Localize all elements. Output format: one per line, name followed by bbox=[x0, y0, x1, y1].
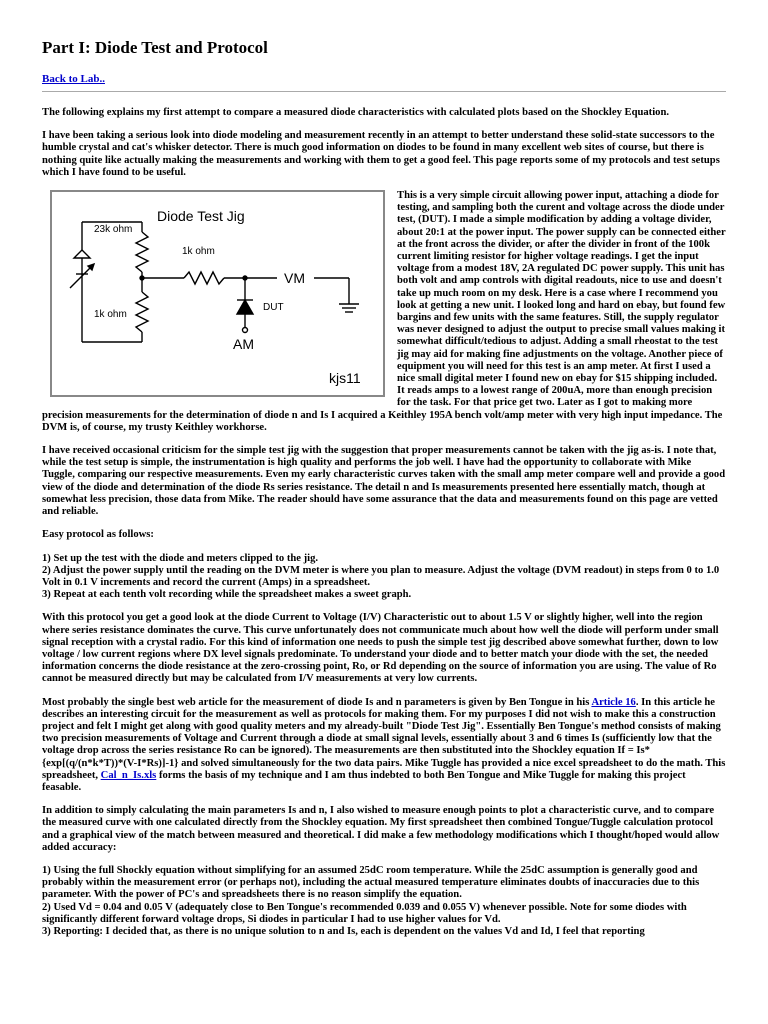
paragraph-ben-tongue: Most probably the single best web article for the measurement of diode Is and n parameters is given by Ben Tongue in his Article 16. In this article he describes an interesting circuit for the measurement as well as protocols for making them. For my purposes I did not wish to make this a construction project and felt I might get along with good quality meters and my already-built "Diode Test Jig". Essentially Ben Tongue's method consists of making two precision measurements of Voltage and Current through a diode at small signal levels, essentially about 3 and 6 times Is (sufficiently low that the voltage drop across the series resistance Ro can be ignored). The measurements are then substituted into the Shockley equation If = Is*{exp[(q/(n*k*T))*(V-I*Rs)]-1} and solved simultaneously for the two data pairs. Mike Tuggle has provided a nice excel spreadsheet to do the math. This spreadsheet, Cal_n_Is.xls forms the basis of my technique and I am thus indebted to both Ben Tongue and Mike Tuggle for making this project feasable. bbox=[42, 696, 726, 793]
vm-label: VM bbox=[284, 270, 305, 287]
figure-title: Diode Test Jig bbox=[157, 208, 245, 225]
back-to-lab-link[interactable]: Back to Lab.. bbox=[42, 73, 105, 85]
methodology-list bbox=[42, 865, 726, 938]
methodology-item: 1) Using the full Shockly equation without simplifying for an assumed 25dC room temperature. While the 25dC assumption is generally good and probably within the measurement error (or perhaps not), including the actual measured temperature eliminates doubts of inaccuracies due to this parameter. With the power of PC's and spreadsheets there is no reason simplify the equation. bbox=[42, 864, 700, 901]
signature: kjs11 bbox=[329, 370, 361, 387]
paragraph-background: I have been taking a serious look into diode modeling and measurement recently in an attempt to better understand these solid-state successors to the humble crystal and cat's whisker detector. There is much good information on diodes to be found in many excellent web sites of course, but there is nothing quite like actually making the measurements and working with them to get a good feel. This page reports some of my protocols and test setups which I have found to be useful. bbox=[42, 130, 720, 178]
dut-label: DUT bbox=[263, 302, 284, 314]
cal-n-is-xls-link[interactable]: Cal_n_Is.xls bbox=[100, 769, 157, 781]
article-16-link[interactable]: Article 16 bbox=[591, 696, 636, 708]
paragraph-iv-characteristic: With this protocol you get a good look at the diode Current to Voltage (I/V) Characteristic out to about 1.5 V or slightly higher, well into the region where series resistance dominates the curve. This curve unfortunately does not communicate much about how well the diode will perform under small signal reception with a crystal radio. For this kind of information one needs to push the simple test jig described above somewhat further, down to low voltage / low current regions where DX level signals predominate. To understand your diode and to better match your diode with the set, the needed information concerns the diode resistance at the zero-crossing point, Ro, or Rd depending on the source of information you are using. The value of Ro cannot be measured directly but may be calculated from I/V measurements at very low currents. bbox=[42, 612, 719, 685]
paragraph-test-jig: This is a very simple circuit allowing power input, attaching a diode for testing, and sampling both the curent and voltage across the diode under test, (DUT). I made a simple modification by adding a voltage divider, about 20:1 at the power input. The power supply can be connected either at the front across the divider, or after the divider in front of the 100k current limiting resistor for higher voltage readings. I get the input voltage from a modest 18V, 2A regulated DC power supply. This unit has both volt and amp controls with digital readouts, nice to use and doesn't take up much room on my desk. Here is a case where I recommend you look at getting a new unit. I looked long and hard on ebay, but found few bargins and few units with the same features. Still, the supply regulator was never designed to adjust the output to precise small values making it somewhat difficult/tedious to adjust. Adding a small rheostat to the test jig may aid for making fine adjustments on the voltage. Another piece of equipment you will need for this test is an amp meter. At first I used a nice small digital meter I found new on ebay for $15 shipping included. It reads amps to a lowest range of 200uA, more than enough precision for the task. For that price get two. Later as I got to making more precision measurements for the determination of diode n and Is I acquired a Keithley 195A bench volt/amp meter with very high input impedance. The DVM is, of course, my trusty Keithley workhorse. bbox=[42, 190, 726, 433]
circuit-schematic bbox=[52, 192, 383, 395]
paragraph-criticism: I have received occasional criticism for the simple test jig with the suggestion that proper measurements cannot be taken with the jig as-is. I note that, while the test setup is simple, the instrumentation is high quality and performs the job well. I have had the opportunity to collaborate with Mike Tuggle, comparing our respective measurements. Even my early characteristic curves taken with the small amp meter compare well and provide a good view of the diode and determination of the diode Rs series resistance. The detail n and Is measurements presented here essentially match, though at somewhat less precision, those data from Mike. The reader should have some assurance that the data and measurements found on this page are vetted and reliable. bbox=[42, 445, 726, 518]
resistor-1k-divider-label: 1k ohm bbox=[94, 309, 127, 321]
methodology-item: 3) Reporting: I decided that, as there is no unique solution to n and Is, each is dependent on the values Vd and Id, I feel that reporting bbox=[42, 925, 645, 937]
methodology-item: 2) Used Vd = 0.04 and 0.05 V (adequately close to Ben Tongue's recommended 0.039 and 0.055 V) whenever possible. Note for some diodes with significantly different forward voltage drops, Si diodes in particular I had to use higher values for Vd. bbox=[42, 901, 687, 925]
protocol-step: 2) Adjust the power supply until the reading on the DVM meter is where you plan to measure. Adjust the voltage (DVM readout) in steps from 0 to 1.0 Volt in 0.1 V increments and record the current (Amps) in a spreadsheet. bbox=[42, 564, 720, 588]
paragraph-spreadsheet: In addition to simply calculating the main parameters Is and n, I also wished to measure enough points to plot a characteristic curve, and to compare the measured curve with one calculated directly from the Shockley equation. My first spreadsheet then combined Tongue/Tuggle calculation protocol and a graphical view of the match between measured and theoretical. I did make a few methodology modifications which I thought/hoped would allow added accuracy: bbox=[42, 805, 720, 853]
protocol-steps bbox=[42, 553, 726, 602]
resistor-23k-label: 23k ohm bbox=[94, 224, 133, 236]
diode-test-jig-figure bbox=[50, 190, 385, 397]
divider bbox=[42, 91, 726, 92]
page-title: Part I: Diode Test and Protocol bbox=[42, 38, 268, 57]
am-label: AM bbox=[233, 336, 254, 353]
resistor-1k-series-label: 1k ohm bbox=[182, 246, 215, 258]
easy-protocol-heading: Easy protocol as follows: bbox=[42, 529, 154, 541]
protocol-step: 1) Set up the test with the diode and meters clipped to the jig. bbox=[42, 552, 319, 564]
intro-paragraph: The following explains my first attempt to compare a measured diode characteristics with calculated plots based on the Shockley Equation. bbox=[42, 107, 669, 118]
article-body bbox=[42, 107, 726, 938]
protocol-step: 3) Repeat at each tenth volt recording while the spreadsheet makes a sweet graph. bbox=[42, 589, 412, 601]
